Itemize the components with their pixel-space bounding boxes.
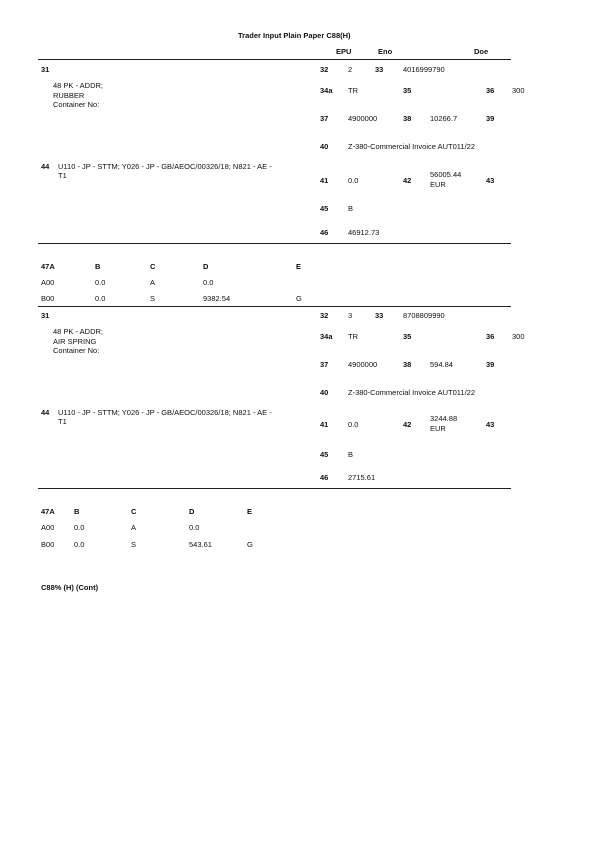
item-number: 3 [348, 311, 353, 320]
box-33-label: 33 [375, 311, 384, 320]
supplementary-units: 0.0 [348, 176, 359, 185]
epu-label: EPU [336, 47, 352, 56]
tax-table-cell: 0.0 [95, 278, 106, 287]
box-38-label: 38 [403, 114, 412, 123]
additional-info-line: U110 - JP - STTM; Y026 - JP - GB/AEOC/00326/18; N821 - AE - [58, 408, 272, 417]
commodity-code: 8708809990 [403, 311, 445, 320]
tax-table-cell: 543.61 [189, 540, 212, 549]
preference: 300 [512, 332, 525, 341]
procedure-code: 4900000 [348, 360, 378, 369]
tax-table-header: E [247, 507, 253, 516]
tax-table-header: D [189, 507, 195, 516]
tax-table-cell: S [150, 294, 156, 303]
origin-country: TR [348, 332, 358, 341]
box-32-label: 32 [320, 311, 329, 320]
net-mass: 594.84 [430, 360, 453, 369]
doe-label: Doe [474, 47, 489, 56]
divider [38, 306, 511, 307]
eno-label: Eno [378, 47, 393, 56]
tax-table-cell: G [296, 294, 302, 303]
previous-document: Z-380-Commercial Invoice AUT011/22 [348, 142, 475, 151]
continuation-footer: C88% (H) (Cont) [41, 583, 99, 592]
tax-table-cell: B00 [41, 294, 55, 303]
tax-table-header: B [95, 262, 101, 271]
previous-document: Z-380-Commercial Invoice AUT011/22 [348, 388, 475, 397]
adjustment: B [348, 450, 354, 459]
tax-table-cell: G [247, 540, 253, 549]
item-number: 2 [348, 65, 353, 74]
box-41-label: 41 [320, 176, 329, 185]
box-40-label: 40 [320, 142, 329, 151]
divider [38, 59, 511, 60]
tax-table-cell: 0.0 [203, 278, 214, 287]
box-44-label: 44 [41, 408, 50, 417]
tax-table-header: 47A [41, 507, 55, 516]
divider [38, 243, 511, 244]
goods-description-line: Container No: [53, 346, 100, 355]
tax-table-header: B [74, 507, 80, 516]
box-45-label: 45 [320, 204, 329, 213]
goods-description-line: RUBBER [53, 91, 85, 100]
box-32-label: 32 [320, 65, 329, 74]
tax-table-cell: 0.0 [74, 523, 85, 532]
tax-table-cell: A00 [41, 278, 55, 287]
tax-table-cell: 0.0 [74, 540, 85, 549]
box-42-label: 42 [403, 420, 412, 429]
box-39-label: 39 [486, 360, 495, 369]
tax-table-cell: A [150, 278, 156, 287]
box-31-label: 31 [41, 65, 50, 74]
divider [38, 488, 511, 489]
tax-table-header: 47A [41, 262, 55, 271]
box-37-label: 37 [320, 360, 329, 369]
additional-info-line: U110 - JP - STTM; Y026 - JP - GB/AEOC/00326/18; N821 - AE - [58, 162, 272, 171]
supplementary-units: 0.0 [348, 420, 359, 429]
box-35-label: 35 [403, 332, 412, 341]
box-39-label: 39 [486, 114, 495, 123]
tax-table-cell: B00 [41, 540, 55, 549]
procedure-code: 4900000 [348, 114, 378, 123]
item-currency: EUR [430, 424, 446, 433]
box-38-label: 38 [403, 360, 412, 369]
box-35-label: 35 [403, 86, 412, 95]
box-42-label: 42 [403, 176, 412, 185]
goods-description-line: 48 PK - ADDR; [53, 81, 104, 90]
box-46-label: 46 [320, 473, 329, 482]
box-34a-label: 34a [320, 332, 333, 341]
tax-table-header: D [203, 262, 209, 271]
tax-table-cell: A [131, 523, 137, 532]
item-currency: EUR [430, 180, 446, 189]
tax-table-header: C [131, 507, 137, 516]
tax-table-header: C [150, 262, 156, 271]
additional-info-line: T1 [58, 417, 67, 426]
tax-table-cell: A00 [41, 523, 55, 532]
tax-table-cell: 0.0 [189, 523, 200, 532]
goods-description-line: AIR SPRING [53, 337, 97, 346]
net-mass: 10266.7 [430, 114, 458, 123]
box-40-label: 40 [320, 388, 329, 397]
box-34a-label: 34a [320, 86, 333, 95]
tax-table-cell: S [131, 540, 137, 549]
box-44-label: 44 [41, 162, 50, 171]
box-43-label: 43 [486, 176, 495, 185]
statistical-value: 2715.61 [348, 473, 376, 482]
box-37-label: 37 [320, 114, 329, 123]
adjustment: B [348, 204, 354, 213]
tax-table-cell: 0.0 [95, 294, 106, 303]
box-45-label: 45 [320, 450, 329, 459]
goods-description-line: Container No: [53, 100, 100, 109]
box-41-label: 41 [320, 420, 329, 429]
box-43-label: 43 [486, 420, 495, 429]
page-title: Trader Input Plain Paper C88(H) [238, 31, 351, 40]
box-36-label: 36 [486, 332, 495, 341]
preference: 300 [512, 86, 525, 95]
tax-table-cell: 9382.54 [203, 294, 231, 303]
additional-info-line: T1 [58, 171, 67, 180]
box-46-label: 46 [320, 228, 329, 237]
box-33-label: 33 [375, 65, 384, 74]
item-price: 3244.88 [430, 414, 458, 423]
tax-table-header: E [296, 262, 302, 271]
commodity-code: 4016999790 [403, 65, 445, 74]
statistical-value: 46912.73 [348, 228, 380, 237]
goods-description-line: 48 PK - ADDR; [53, 327, 104, 336]
item-price: 56005.44 [430, 170, 462, 179]
origin-country: TR [348, 86, 358, 95]
box-31-label: 31 [41, 311, 50, 320]
box-36-label: 36 [486, 86, 495, 95]
